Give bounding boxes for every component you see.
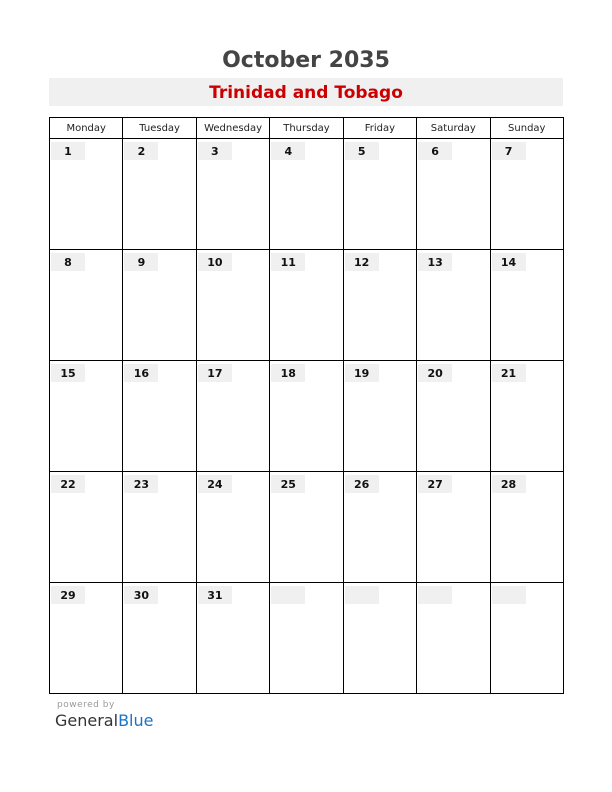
day-number: 21: [492, 364, 526, 382]
day-number: 5: [345, 142, 379, 160]
weekday-header: Saturday: [417, 118, 490, 139]
day-number-empty: [271, 586, 305, 604]
day-cell: [343, 472, 416, 583]
page-title: October 2035: [222, 48, 390, 73]
day-number-empty: [345, 586, 379, 604]
weekday-header: Monday: [50, 118, 123, 139]
day-cell: [50, 583, 123, 694]
day-cell: [417, 139, 490, 250]
week-row: [50, 361, 564, 472]
day-number: 17: [198, 364, 232, 382]
week-row: [50, 250, 564, 361]
day-cell: [196, 361, 269, 472]
weekday-header: Wednesday: [196, 118, 269, 139]
day-number: 9: [124, 253, 158, 271]
week-row: [50, 583, 564, 694]
brand-general-text: General: [55, 711, 119, 730]
day-number: 6: [418, 142, 452, 160]
day-number: 23: [124, 475, 158, 493]
day-cell: [123, 361, 196, 472]
day-cell: [50, 361, 123, 472]
day-cell: [490, 583, 563, 694]
day-cell: [417, 250, 490, 361]
day-number: 24: [198, 475, 232, 493]
day-cell: [343, 250, 416, 361]
day-cell: [343, 583, 416, 694]
day-number: 13: [418, 253, 452, 271]
generalblue-logo[interactable]: [55, 711, 153, 730]
day-cell: [196, 250, 269, 361]
day-cell: [490, 250, 563, 361]
day-cell: [270, 139, 343, 250]
day-cell: [417, 472, 490, 583]
weekday-header: Thursday: [270, 118, 343, 139]
day-cell: [343, 139, 416, 250]
week-row: [50, 139, 564, 250]
day-cell: [270, 361, 343, 472]
day-cell: [50, 250, 123, 361]
day-cell: [343, 361, 416, 472]
day-cell: [123, 139, 196, 250]
day-number: 11: [271, 253, 305, 271]
day-cell: [490, 472, 563, 583]
day-cell: [50, 472, 123, 583]
day-number: 15: [51, 364, 85, 382]
powered-by-label: powered by: [57, 700, 115, 710]
day-number: 31: [198, 586, 232, 604]
weekday-header: Friday: [343, 118, 416, 139]
day-cell: [50, 139, 123, 250]
day-cell: [123, 472, 196, 583]
day-cell: [270, 583, 343, 694]
country-banner: [49, 78, 563, 106]
day-number: 10: [198, 253, 232, 271]
weekday-header: Sunday: [490, 118, 563, 139]
day-number: 30: [124, 586, 158, 604]
weekday-header: Tuesday: [123, 118, 196, 139]
day-cell: [490, 361, 563, 472]
day-number: 18: [271, 364, 305, 382]
day-cell: [196, 139, 269, 250]
day-cell: [270, 250, 343, 361]
day-cell: [270, 472, 343, 583]
country-name: Trinidad and Tobago: [209, 83, 403, 103]
day-cell: [123, 250, 196, 361]
day-number: 19: [345, 364, 379, 382]
day-number-empty: [492, 586, 526, 604]
calendar-grid: [49, 117, 564, 694]
day-cell: [417, 361, 490, 472]
day-number: 27: [418, 475, 452, 493]
day-number: 25: [271, 475, 305, 493]
day-number: 7: [492, 142, 526, 160]
weekday-header-row: [50, 118, 564, 139]
day-number: 29: [51, 586, 85, 604]
day-number: 2: [124, 142, 158, 160]
week-row: [50, 472, 564, 583]
day-number: 28: [492, 475, 526, 493]
day-cell: [123, 583, 196, 694]
day-number: 1: [51, 142, 85, 160]
day-cell: [196, 583, 269, 694]
day-cell: [196, 472, 269, 583]
day-number: 3: [198, 142, 232, 160]
day-number: 16: [124, 364, 158, 382]
day-cell: [490, 139, 563, 250]
day-number-empty: [418, 586, 452, 604]
day-number: 22: [51, 475, 85, 493]
day-number: 14: [492, 253, 526, 271]
day-number: 26: [345, 475, 379, 493]
day-number: 12: [345, 253, 379, 271]
day-number: 8: [51, 253, 85, 271]
brand-blue-text: Blue: [118, 711, 154, 730]
day-number: 20: [418, 364, 452, 382]
footer-branding[interactable]: [55, 700, 153, 730]
day-number: 4: [271, 142, 305, 160]
day-cell: [417, 583, 490, 694]
